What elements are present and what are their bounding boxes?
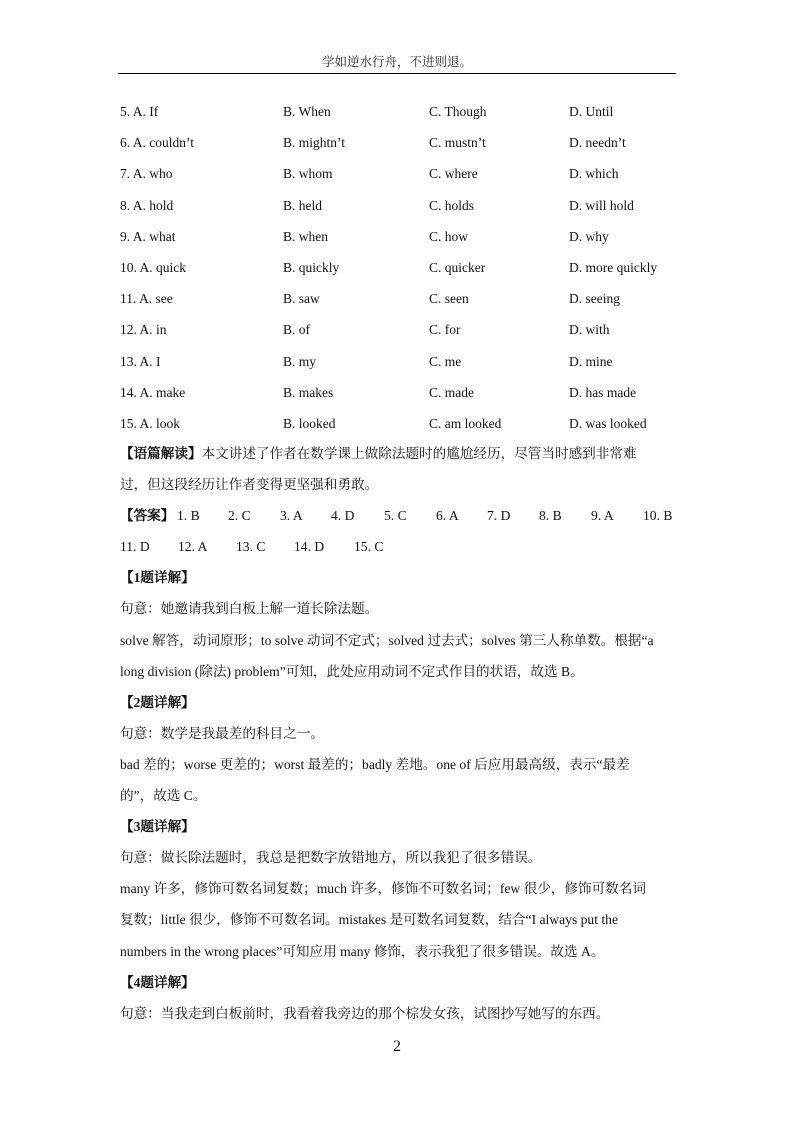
answer-item: 12. A <box>178 539 208 555</box>
answer-item: 5. C <box>384 508 407 524</box>
option-d: D. mine <box>569 353 613 369</box>
q2-explanation-line: 的”，故选 C。 <box>120 788 207 804</box>
option-a: 11. A. see <box>120 291 173 307</box>
option-c: C. how <box>429 228 469 244</box>
q1-meaning: 句意：她邀请我到白板上解一道长除法题。 <box>120 601 379 617</box>
option-c: C. where <box>429 166 478 182</box>
reading-label: 【语篇解读】 <box>120 446 202 461</box>
option-row-7 <box>120 165 680 196</box>
option-a: 8. A. hold <box>120 197 174 213</box>
option-c: C. Though <box>429 104 487 119</box>
option-row-6 <box>120 134 680 165</box>
answer-item: 7. D <box>487 508 511 524</box>
option-row-15 <box>120 415 680 446</box>
option-b: B. looked <box>283 415 336 431</box>
q1-explanation-line: long division (除法) problem”可知，此处应用动词不定式作目的状语，故选 B。 <box>120 663 584 679</box>
q4-meaning: 句意：当我走到白板前时，我看着我旁边的那个棕发女孩，试图抄写她写的东西。 <box>120 1005 610 1021</box>
option-a: 5. A. If <box>120 104 159 119</box>
option-c: C. me <box>429 353 462 369</box>
option-a: 12. A. in <box>120 322 167 338</box>
option-d: D. needn’t <box>569 135 626 151</box>
q3-heading: 【3题详解】 <box>120 819 195 835</box>
answer-options-list <box>120 103 680 446</box>
option-c: C. for <box>429 322 461 338</box>
option-b: B. makes <box>283 384 334 400</box>
option-row-9 <box>120 228 680 259</box>
option-b: B. mightn’t <box>283 135 346 151</box>
option-a: 9. A. what <box>120 228 176 244</box>
option-c: C. seen <box>429 291 469 307</box>
answer-item: 1. B <box>177 508 200 524</box>
q4-heading: 【4题详解】 <box>120 974 195 990</box>
q2-explanation-line: bad 差的；worse 更差的；worst 最差的；badly 差地。one of 后应用最高级，表示“最差 <box>120 756 630 772</box>
q3-explanation-line: numbers in the wrong places”可知应用 many 修饰，表示我犯了很多错误。故选 A。 <box>120 943 605 959</box>
option-d: D. will hold <box>569 197 634 213</box>
q2-heading: 【2题详解】 <box>120 694 195 710</box>
option-b: B. when <box>283 228 328 244</box>
reading-text: 本文讲述了作者在数学课上做除法题时的尴尬经历，尽管当时感到非常难 <box>201 446 637 461</box>
option-b: B. my <box>283 353 317 369</box>
option-a: 7. A. who <box>120 166 173 182</box>
option-b: B. When <box>283 104 331 119</box>
option-d: D. with <box>569 322 610 338</box>
option-row-5 <box>120 103 680 134</box>
option-row-8 <box>120 197 680 228</box>
option-b: B. of <box>283 322 310 338</box>
q3-explanation-line: 复数；little 很少，修饰不可数名词。mistakes 是可数名词复数，结合“I always put the <box>120 912 619 928</box>
answers-label: 【答案】 <box>120 508 175 524</box>
option-d: D. Until <box>569 104 614 119</box>
answer-item: 4. D <box>331 508 355 524</box>
option-d: D. was looked <box>569 415 647 431</box>
option-d: D. why <box>569 228 609 244</box>
answer-item: 10. B <box>643 508 673 524</box>
q1-heading: 【1题详解】 <box>120 570 195 586</box>
answers-row-1 <box>120 506 680 537</box>
option-row-13 <box>120 353 680 384</box>
page-number: 2 <box>393 1038 401 1055</box>
answer-item: 14. D <box>294 539 325 555</box>
answer-item: 13. C <box>236 539 266 555</box>
q1-explanation-line: solve 解答，动词原形；to solve 动词不定式；solved 过去式；solves 第三人称单数。根据“a <box>120 632 654 648</box>
q3-meaning: 句意：做长除法题时，我总是把数字放错地方，所以我犯了很多错误。 <box>120 850 542 866</box>
answer-item: 15. C <box>354 539 384 555</box>
answer-item: 9. A <box>591 508 614 524</box>
answer-item: 8. B <box>539 508 562 524</box>
answer-item: 3. A <box>280 508 303 524</box>
option-b: B. quickly <box>283 259 340 275</box>
reading-intro-line <box>120 444 680 475</box>
q3-explanation-line: many 许多，修饰可数名词复数；much 许多，修饰不可数名词；few 很少，修饰可数名词 <box>120 881 646 897</box>
header-divider <box>118 73 676 74</box>
option-b: B. saw <box>283 291 320 307</box>
option-c: C. made <box>429 384 474 400</box>
explanation-body <box>120 444 680 1035</box>
option-b: B. held <box>283 197 322 213</box>
option-a: 6. A. couldn’t <box>120 135 194 151</box>
option-row-12 <box>120 321 680 352</box>
answer-item: 2. C <box>228 508 251 524</box>
page-header: 学如逆水行舟，不进则退。 <box>321 55 472 69</box>
option-c: C. am looked <box>429 415 502 431</box>
answer-item: 6. A <box>436 508 459 524</box>
option-row-14 <box>120 384 680 415</box>
reading-text-line: 过，但这段经历让作者变得更坚强和勇敢。 <box>120 477 379 493</box>
option-a: 10. A. quick <box>120 259 186 275</box>
option-b: B. whom <box>283 166 333 182</box>
option-row-10 <box>120 259 680 290</box>
option-d: D. more quickly <box>569 259 658 275</box>
option-d: D. seeing <box>569 291 620 307</box>
q2-meaning: 句意：数学是我最差的科目之一。 <box>120 725 324 741</box>
option-c: C. quicker <box>429 259 486 275</box>
answers-row-2 <box>120 537 680 568</box>
option-c: C. mustn’t <box>429 135 486 151</box>
option-c: C. holds <box>429 197 475 213</box>
option-a: 15. A. look <box>120 415 181 431</box>
option-row-11 <box>120 290 680 321</box>
option-d: D. which <box>569 166 619 182</box>
option-a: 14. A. make <box>120 384 186 400</box>
option-a: 13. A. I <box>120 353 161 369</box>
answer-item: 11. D <box>120 539 150 555</box>
option-d: D. has made <box>569 384 637 400</box>
